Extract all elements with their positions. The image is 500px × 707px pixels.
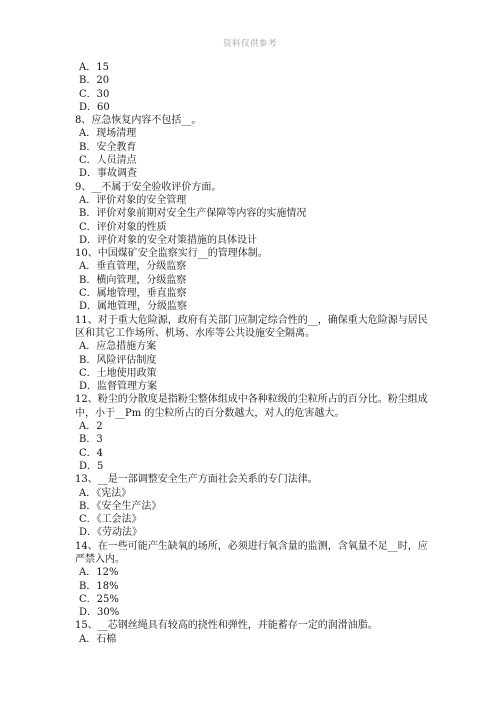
question-text: 8、应急恢复内容不包括__。 bbox=[75, 115, 202, 127]
answer-option: A．《宪法》 bbox=[79, 487, 132, 499]
answer-option: A．2 bbox=[79, 421, 103, 433]
answer-option: A．石棉 bbox=[79, 633, 117, 645]
answer-option: A．应急措施方案 bbox=[79, 341, 157, 353]
answer-option: C．《工会法》 bbox=[79, 514, 142, 526]
answer-option: C．评价对象的性质 bbox=[79, 221, 167, 233]
answer-option: D．评价对象的安全对策措施的具体设计 bbox=[79, 234, 258, 246]
answer-option: B．20 bbox=[79, 75, 110, 87]
answer-option: A．现场清理 bbox=[79, 128, 137, 140]
question-text: 12、粉尘的分散度是指粉尘整体组成中各种粒级的尘粒所占的百分比。粉尘组成中，小于__Pm 的尘粒所占的百分数越大，对人的危害越大。 bbox=[75, 394, 428, 419]
question-text: 9、__不属于安全验收评价方面。 bbox=[75, 181, 222, 193]
answer-option: B．18% bbox=[79, 580, 119, 592]
answer-option: B．风险评估制度 bbox=[79, 354, 157, 366]
answer-option: D．属地管理，分级监察 bbox=[79, 301, 188, 313]
answer-option: B．安全教育 bbox=[79, 141, 137, 153]
page-header: 资料仅供参考 bbox=[222, 39, 277, 49]
question-text: 14、在一些可能产生缺氧的场所，必须进行氧含量的监测，含氧量不足__时，应严禁入内。 bbox=[75, 540, 428, 565]
answer-option: C．人员清点 bbox=[79, 155, 137, 167]
question-list bbox=[75, 61, 435, 646]
answer-option: C．25% bbox=[79, 593, 119, 605]
answer-option: D．60 bbox=[79, 101, 110, 113]
answer-option: B．横向管理，分级监察 bbox=[79, 274, 187, 286]
answer-option: D．30% bbox=[79, 607, 120, 619]
answer-option: C．土地使用政策 bbox=[79, 367, 157, 379]
answer-option: B．《安全生产法》 bbox=[79, 500, 162, 512]
answer-option: D．5 bbox=[79, 460, 104, 472]
question-text: 11、对于重大危险源，政府有关部门应制定综合性的__，确保重大危险源与居民区和其它工作场所、机场、水库等公共设施安全隔离。 bbox=[75, 314, 428, 339]
answer-option: A．12% bbox=[79, 567, 119, 579]
answer-option: C．4 bbox=[79, 447, 104, 459]
answer-option: A．垂直管理，分级监察 bbox=[79, 261, 187, 273]
answer-option: D．事故调查 bbox=[79, 168, 138, 180]
question-text: 15、__芯钢丝绳具有较高的挠性和弹性，并能蓄存一定的润滑油脂。 bbox=[75, 620, 378, 632]
answer-option: A．15 bbox=[79, 62, 109, 73]
answer-option: D．《劳动法》 bbox=[79, 527, 143, 539]
answer-option: A．评价对象的安全管理 bbox=[79, 194, 187, 206]
answer-option: C．属地管理，垂直监察 bbox=[79, 288, 187, 300]
question-text: 13、__是一部调整安全生产方面社会关系的专门法律。 bbox=[75, 474, 318, 486]
question-text: 10、中国煤矿安全监察实行__的管理体制。 bbox=[75, 248, 268, 260]
answer-option: B．评价对象前期对安全生产保障等内容的实施情况 bbox=[79, 208, 307, 220]
answer-option: B．3 bbox=[79, 434, 103, 446]
answer-option: D．监督管理方案 bbox=[79, 381, 158, 393]
answer-option: C．30 bbox=[79, 88, 110, 100]
